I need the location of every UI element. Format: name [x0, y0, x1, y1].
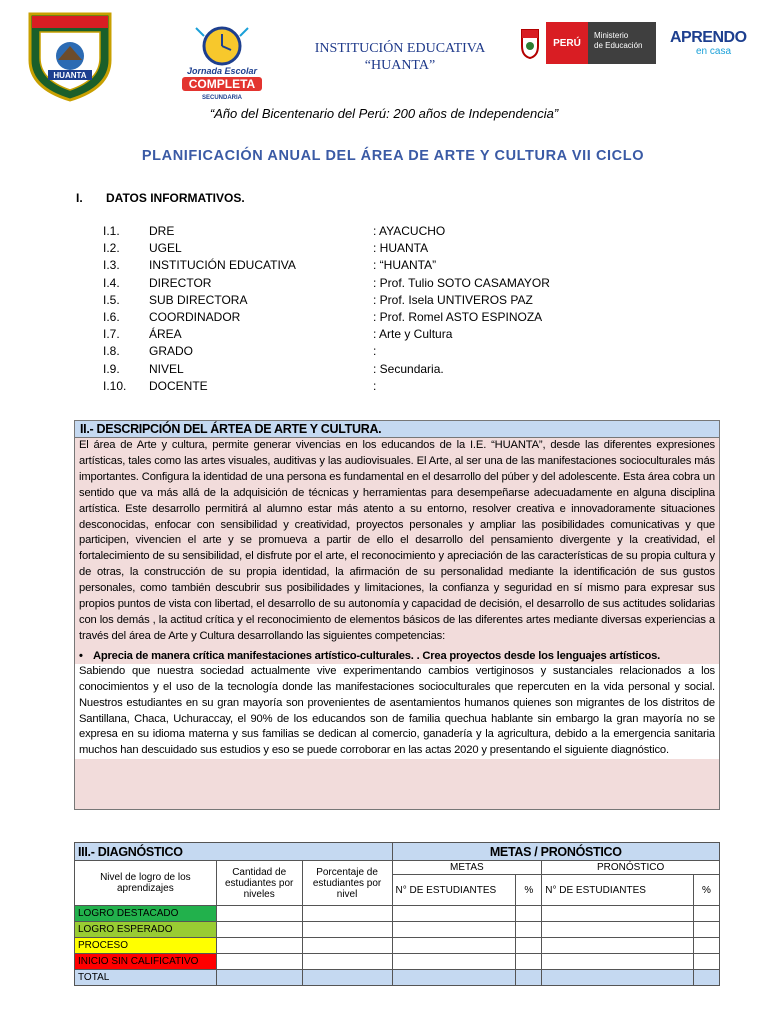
- info-row: [103, 241, 703, 258]
- datos-informativos-list: [103, 224, 703, 396]
- table-row: [75, 922, 720, 938]
- table-cell[interactable]: [216, 970, 302, 986]
- competencias-text: Aprecia de manera crítica manifestaciones artístico-culturales. . Crea proyectos desde los lenguajes artísticos.: [93, 649, 661, 662]
- col-n-estudiantes-1: N° DE ESTUDIANTES: [392, 875, 516, 906]
- info-number: I.8.: [103, 344, 120, 359]
- info-label: COORDINADOR: [149, 309, 241, 324]
- peru-shield-icon: [520, 26, 540, 60]
- table-cell[interactable]: [302, 906, 392, 922]
- info-value: : Prof. Romel ASTO ESPINOZA: [373, 309, 543, 324]
- table-row: [75, 938, 720, 954]
- table-cell[interactable]: [693, 954, 719, 970]
- table-cell[interactable]: [542, 970, 694, 986]
- jornada-line1: Jornada Escolar: [186, 66, 258, 76]
- table-cell[interactable]: [302, 938, 392, 954]
- sub-pronostico-header: PRONÓSTICO: [542, 861, 720, 875]
- info-row: [103, 362, 703, 379]
- table-row: [75, 954, 720, 970]
- info-row: [103, 379, 703, 396]
- info-value: : Prof. Isela UNTIVEROS PAZ: [373, 292, 533, 307]
- table-cell[interactable]: [542, 906, 694, 922]
- aprendo-line2: en casa: [696, 46, 732, 57]
- institution-line1: INSTITUCIÓN EDUCATIVA: [314, 41, 486, 56]
- section3-title: III.- DIAGNÓSTICO: [75, 843, 393, 861]
- info-label: GRADO: [149, 344, 194, 359]
- section2-paragraph1: El área de Arte y cultura, permite generar vivencias en los educandos de la I.E. “HUANTA”, desde las diferentes expresiones artísticas, tales como las artes visuales, auditivas y las audiovisuales. El Arte, al ser una de las manifestaciones socioculturales más importantes. Configura la identidad de una persona es fundamental en el desarrollo del púber y del adolescente. Esta área cobra un sentido que va más allá de la adquisición de técnicas y herramientas para desempeñarse adecuadamente en alguna disciplina artística. Este desarrollo permitirá al alumno estar más atento a su entorno, resolver creativa e innovadoramente situaciones desconocidas, enfocar con sensibilidad y creatividad, proyectos personales y ampliar las posibilidades comunicativas y que participen, vivencien el arte y se promueva a partir de ello el desarrollo del pensamiento divergente y la creatividad, el fortalecimiento de su sensibilidad, el disfrute por el arte, el reconocimiento y apreciación de las características de su propia cultura y de otras, la construcción de su propia identidad, la afirmación de su personalidad mediante la identificación de sus gustos personales, como también descubrir sus posibilidades y limitaciones, la confianza y seguridad en sí mismo para expresar sus propios puntos de vista con libertad, el desarrollo de su autonomía y capacidad de decisión, el desarrollo de sus actitudes solidarias con los demás , la actitud crítica y el reconocimiento de elementos básicos de las diferentes artes mediante diversas experiencias a través del área de Arte y Cultura desarrollando las siguientes competencias:: [79, 439, 715, 642]
- info-value: : Arte y Cultura: [373, 327, 453, 342]
- info-number: I.7.: [103, 327, 120, 342]
- table-cell[interactable]: [216, 906, 302, 922]
- info-row: [103, 258, 703, 275]
- table-cell[interactable]: [216, 954, 302, 970]
- table-row: [75, 970, 720, 986]
- jornada-line2: COMPLETA: [188, 77, 256, 91]
- section1-title: DATOS INFORMATIVOS.: [106, 191, 245, 205]
- table-cell[interactable]: [392, 954, 516, 970]
- table-cell[interactable]: [392, 938, 516, 954]
- info-number: I.6.: [103, 309, 120, 324]
- info-value: : AYACUCHO: [373, 224, 446, 238]
- info-label: DOCENTE: [149, 378, 208, 393]
- col-cantidad-header: Cantidad de estudiantes por niveles: [216, 861, 302, 906]
- table-cell[interactable]: [216, 938, 302, 954]
- section1-number: I.: [76, 191, 83, 205]
- info-number: I.2.: [103, 241, 120, 256]
- crest-text: HUANTA: [53, 71, 87, 80]
- table-cell[interactable]: [542, 938, 694, 954]
- sub-metas-header: METAS: [392, 861, 542, 875]
- info-label: UGEL: [149, 241, 182, 256]
- level-logro-destacado: LOGRO DESTACADO: [75, 906, 217, 922]
- info-row: [103, 344, 703, 361]
- table-cell[interactable]: [693, 970, 719, 986]
- competencias-bullet: [75, 645, 719, 664]
- table-cell[interactable]: [516, 954, 542, 970]
- table-cell[interactable]: [693, 922, 719, 938]
- info-row: [103, 310, 703, 327]
- school-crest-logo: [18, 8, 122, 104]
- institution-line2: “HUANTA”: [364, 58, 436, 73]
- table-cell[interactable]: [693, 906, 719, 922]
- table-cell[interactable]: [216, 922, 302, 938]
- col-porcentaje-header: Porcentaje de estudiantes por nivel: [302, 861, 392, 906]
- info-number: I.10.: [103, 378, 127, 393]
- col-n-estudiantes-2: N° DE ESTUDIANTES: [542, 875, 694, 906]
- info-value: : Secundaria.: [373, 361, 444, 376]
- col-pct-1: %: [516, 875, 542, 906]
- info-label: ÁREA: [149, 327, 182, 342]
- table-cell[interactable]: [392, 906, 516, 922]
- jornada-escolar-logo: [176, 22, 268, 102]
- info-label: NIVEL: [149, 361, 184, 376]
- info-row: [103, 276, 703, 293]
- info-value: : “HUANTA”: [373, 258, 437, 273]
- bullet-icon: •: [79, 649, 83, 662]
- info-label: DRE: [149, 224, 175, 238]
- section2-title: II.- DESCRIPCIÓN DEL ÁRTEA DE ARTE Y CULTURA.: [75, 421, 719, 438]
- table-cell[interactable]: [302, 954, 392, 970]
- table-cell[interactable]: [516, 922, 542, 938]
- level-inicio: INICIO SIN CALIFICATIVO: [75, 954, 217, 970]
- info-number: I.1.: [103, 224, 120, 238]
- info-value: : HUANTA: [373, 241, 429, 256]
- minedu-line1: Ministerio: [594, 31, 629, 40]
- total-label: TOTAL: [75, 970, 217, 986]
- section2-box: [74, 420, 720, 810]
- table-cell[interactable]: [302, 922, 392, 938]
- table-cell[interactable]: [302, 970, 392, 986]
- metas-title: METAS / PRONÓSTICO: [392, 843, 720, 861]
- minedu-peru-label: PERÚ: [546, 22, 588, 64]
- info-number: I.4.: [103, 275, 120, 290]
- table-cell[interactable]: [542, 922, 694, 938]
- level-logro-esperado: LOGRO ESPERADO: [75, 922, 217, 938]
- jornada-line3: SECUNDARIA: [201, 95, 243, 101]
- page-title: PLANIFICACIÓN ANUAL DEL ÁREA DE ARTE Y CULTURA VII CICLO: [141, 148, 645, 164]
- info-number: I.5.: [103, 292, 120, 307]
- diagnostico-table: [74, 842, 720, 986]
- col-nivel-header: Nivel de logro de los aprendizajes: [75, 861, 217, 906]
- year-motto: “Año del Bicentenario del Perú: 200 años de Independencia”: [209, 106, 559, 121]
- table-cell[interactable]: [542, 954, 694, 970]
- table-cell[interactable]: [392, 922, 516, 938]
- aprendo-en-casa-logo: [670, 30, 750, 57]
- table-cell[interactable]: [693, 938, 719, 954]
- info-value: : Prof. Tulio SOTO CASAMAYOR: [373, 275, 550, 290]
- table-cell[interactable]: [516, 970, 542, 986]
- institution-heading: [290, 40, 510, 74]
- col-pct-2: %: [693, 875, 719, 906]
- info-label: SUB DIRECTORA: [149, 292, 248, 307]
- info-row: [103, 293, 703, 310]
- info-value: :: [373, 344, 377, 359]
- table-cell[interactable]: [516, 906, 542, 922]
- info-row: [103, 327, 703, 344]
- info-number: I.3.: [103, 258, 120, 273]
- table-cell[interactable]: [516, 938, 542, 954]
- info-label: DIRECTOR: [149, 275, 212, 290]
- info-number: I.9.: [103, 361, 120, 376]
- info-row: [103, 224, 703, 241]
- minedu-logo: [546, 22, 656, 64]
- table-row: [75, 906, 720, 922]
- minedu-line2: de Educación: [594, 41, 643, 50]
- section2-paragraph2: Sabiendo que nuestra sociedad actualmente vive experimentando cambios vertiginosos y sustanciales relacionados a los conocimientos y el uso de la tecnología donde las manifestaciones socioculturales que repercuten en la vida personal y social. Nuestros estudiantes en su gran mayoría son provenientes de asentamientos humanos quienes son migrantes de los distritos de Santillana, Chaca, Uchuraccay, el 90% de los educandos son de familia quechua hablante sin embargo la gran mayoría no se expresa en su idioma materna y sus familias se dedican al comercio, ganadería y la agricultura, debido a la emergencia sanitaria muchos han descuidado sus estudios y eso se puede corroborar en las actas 2020 y presentando el siguiente diagnóstico.: [75, 664, 719, 759]
- level-proceso: PROCESO: [75, 938, 217, 954]
- info-label: INSTITUCIÓN EDUCATIVA: [149, 258, 296, 273]
- section1-heading: [76, 191, 245, 205]
- table-cell[interactable]: [392, 970, 516, 986]
- info-value: :: [373, 378, 377, 393]
- aprendo-line1: APRENDO: [670, 29, 747, 46]
